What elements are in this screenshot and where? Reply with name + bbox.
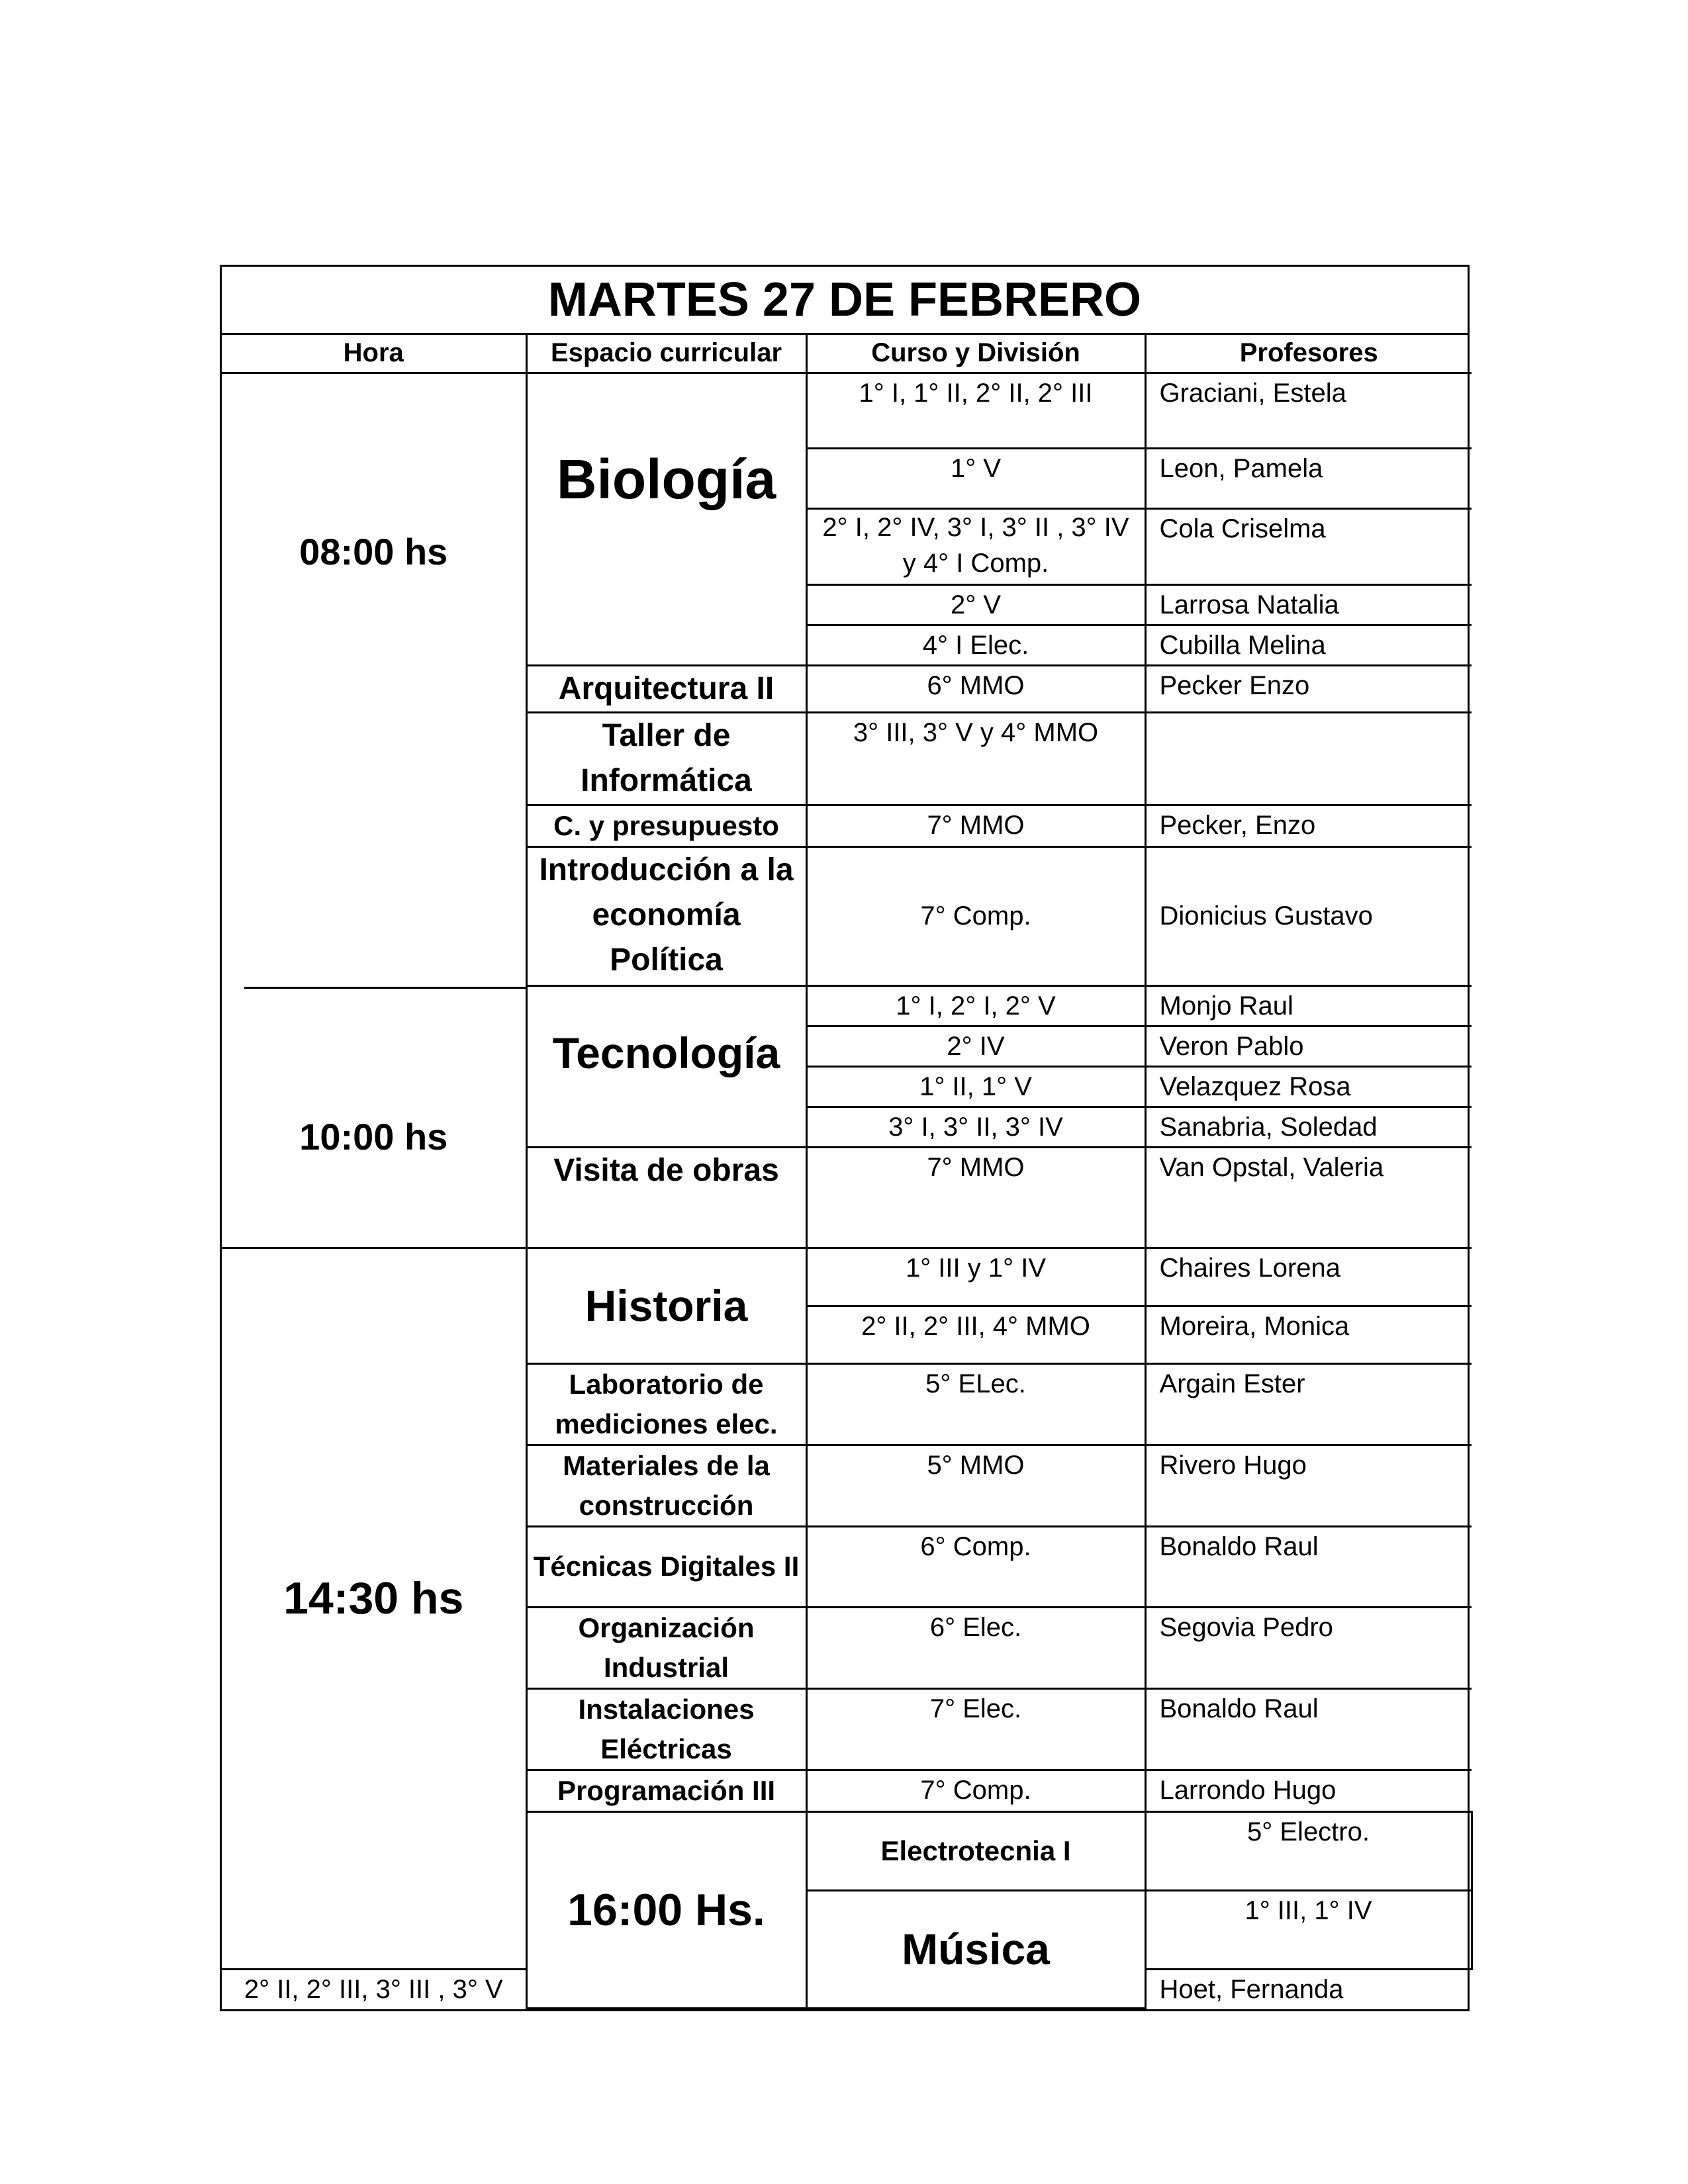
subject-laboratorio: Laboratorio de mediciones elec. [526,1363,806,1445]
profesor-cell: Monjo Raul [1145,985,1472,1026]
profesor-cell: Larrosa Natalia [1145,584,1472,625]
curso-cell: 3° I, 3° II, 3° IV [806,1107,1145,1147]
curso-cell: 2° IV [806,1026,1145,1066]
profesor-cell: Bonaldo Raul [1145,1688,1472,1770]
profesor-cell: Pecker Enzo [1145,665,1472,712]
hour-cell-0800-1000 [222,373,526,1248]
curso-cell: 6° MMO [806,665,1145,712]
profesor-cell: Chaires Lorena [1145,1248,1472,1306]
curso-cell: 2° II, 2° III, 3° III , 3° V [222,1969,526,2009]
curso-cell: 5° Electro. [1145,1811,1472,1890]
header-curso: Curso y División [806,335,1145,373]
profesor-cell: Sanabria, Soledad [1145,1107,1472,1147]
curso-cell: 2° V [806,584,1145,625]
profesor-cell: Rivero Hugo [1145,1445,1472,1526]
header-profesores: Profesores [1145,335,1472,373]
hour-1000: 10:00 hs [299,1115,448,1158]
curso-cell: 5° MMO [806,1445,1145,1526]
profesor-cell: Graciani, Estela [1145,373,1472,448]
subject-instalaciones: Instalaciones Eléctricas [526,1688,806,1770]
curso-cell: 7° MMO [806,805,1145,846]
subject-cpresupuesto: C. y presupuesto [526,805,806,846]
hour-1600: 16:00 Hs. [526,1811,806,2009]
profesor-cell: Dionicius Gustavo [1145,846,1472,985]
curso-cell: 1° III y 1° IV [806,1248,1145,1306]
table-row [222,373,1472,448]
subject-organizacion: Organización Industrial [526,1607,806,1688]
subject-visita: Visita de obras [526,1147,806,1248]
curso-cell: 7° Elec. [806,1688,1145,1770]
curso-cell: 1° I, 1° II, 2° II, 2° III [806,373,1145,448]
subject-tecnologia: Tecnología [526,985,806,1147]
curso-cell: 7° MMO [806,1147,1145,1248]
profesor-cell [1145,712,1472,805]
profesor-cell: Segovia Pedro [1145,1607,1472,1688]
curso-cell: 1° I, 2° I, 2° V [806,985,1145,1026]
curso-cell: 2° II, 2° III, 4° MMO [806,1306,1145,1363]
profesor-cell: Bonaldo Raul [1145,1526,1472,1607]
profesor-cell: Leon, Pamela [1145,448,1472,508]
subject-musica: Música [806,1890,1145,2009]
curso-cell: 1° V [806,448,1145,508]
curso-cell: 1° III, 1° IV [1145,1890,1472,1969]
subject-historia: Historia [526,1248,806,1363]
schedule-table [222,335,1472,2009]
subject-arquitectura: Arquitectura II [526,665,806,712]
curso-cell: 6° Comp. [806,1526,1145,1607]
subject-biologia: Biología [526,373,806,665]
profesor-cell: Cola Criselma [1145,508,1472,584]
curso-cell: 1° II, 1° V [806,1066,1145,1107]
subject-introduccion: Introducción a la economía Política [526,846,806,985]
profesor-cell: Hoet, Fernanda [1145,1969,1472,2009]
subject-materiales: Materiales de la construcción [526,1445,806,1526]
subject-electrotecnia: Electrotecnia I [806,1811,1145,1890]
curso-cell: 6° Elec. [806,1607,1145,1688]
profesor-cell: Cubilla Melina [1145,625,1472,665]
schedule-sheet [220,265,1470,2011]
header-espacio: Espacio curricular [526,335,806,373]
hour-divider [244,987,526,989]
profesor-cell: Moreira, Monica [1145,1306,1472,1363]
header-row [222,335,1472,373]
curso-cell: 7° Comp. [806,846,1145,985]
profesor-cell: Larrondo Hugo [1145,1770,1472,1811]
profesor-cell: Argain Ester [1145,1363,1472,1445]
profesor-cell: Velazquez Rosa [1145,1066,1472,1107]
curso-cell: 2° I, 2° IV, 3° I, 3° II , 3° IV y 4° I Comp. [806,508,1145,584]
profesor-cell: Pecker, Enzo [1145,805,1472,846]
profesor-cell: Veron Pablo [1145,1026,1472,1066]
subject-taller: Taller de Informática [526,712,806,805]
subject-tecnicas: Técnicas Digitales II [526,1526,806,1607]
page-title: MARTES 27 DE FEBRERO [222,267,1468,335]
table-row [222,1248,1472,1306]
curso-cell: 7° Comp. [806,1770,1145,1811]
hour-1430: 14:30 hs [222,1248,526,1969]
header-hora: Hora [222,335,526,373]
profesor-cell: Van Opstal, Valeria [1145,1147,1472,1248]
subject-programacion: Programación III [526,1770,806,1811]
curso-cell: 4° I Elec. [806,625,1145,665]
hour-0800: 08:00 hs [299,530,448,572]
curso-cell: 3° III, 3° V y 4° MMO [806,712,1145,805]
curso-cell: 5° ELec. [806,1363,1145,1445]
